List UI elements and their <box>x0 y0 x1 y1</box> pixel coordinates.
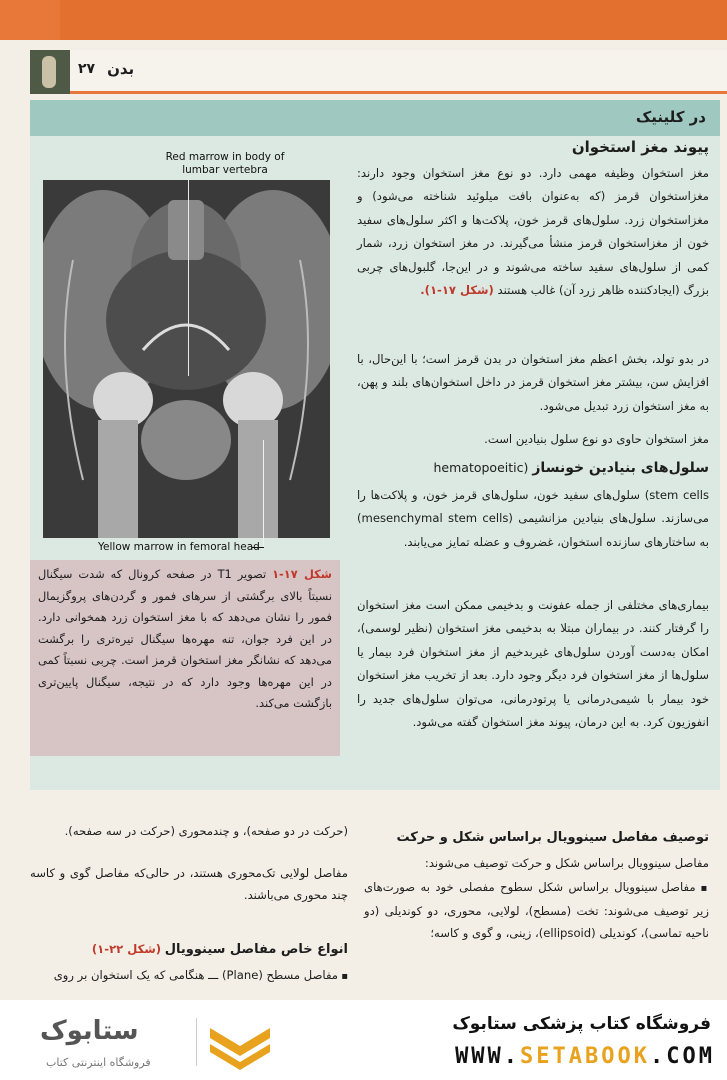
url-prefix: WWW. <box>455 1044 521 1069</box>
footer-banner <box>0 1000 727 1080</box>
page-title: بدن <box>107 60 135 78</box>
figure-caption <box>30 560 340 756</box>
clinic-paragraph-5: بیماری‌های مختلفی از جمله عفونت و بدخیمی ممکن است مغز استخوان را گرفتار کنند. در بیماران مبتلا به بدخیمی مغز استخوان (نظیر لوسمی)، امکان به‌دست آوردن سلول‌های غیربدخیم از مغز استخوان فرد بیمار یا سلول‌ها از مغز استخوان فرد دیگر وجود دارد. بعد از تخریب مغز استخوان خود بیمار با شیمی‌درمانی یا پرتودرمانی، می‌توان سلول‌های جدید را انفوزیون کرد. به این درمان، پیوند مغز استخوان گفته می‌شود. <box>357 598 709 730</box>
footer-logo-text: ستابوک <box>40 1016 139 1046</box>
left-heading <box>30 938 348 961</box>
clinic-paragraph-1 <box>357 162 709 302</box>
stem-cell-heading <box>357 456 709 480</box>
right-bullet-1: ▪ مفاصل سینوویال براساس شکل سطوح مفصلی خود به صورت‌های زیر توصیف می‌شوند: تخت (مسطح)، لولایی، محوری، دو کوندیلی (دو ناحیه تماسی)، کوندیلی (ellipsoid)، زینی، و گوی و کاسه؛ <box>364 876 709 944</box>
figure-label-red-marrow: Red marrow in body of lumbar vertebra <box>165 151 285 176</box>
section-title: پیوند مغز استخوان <box>571 138 709 156</box>
clinic-paragraph-4: stem cells) سلول‌های سفید خون، سلول‌های قرمز خون، و پلاکت‌ها را می‌سازند. سلول‌های بنیادین مزانشیمی (mesenchymal stem cells) به ساختارهای سازنده استخوان، غضروف و عضله تمایز می‌یابند. <box>357 488 709 549</box>
page-number: ۲۷ <box>78 61 96 77</box>
url-brand: SETABOOK <box>520 1044 651 1069</box>
footer-logo[interactable] <box>40 1016 200 1052</box>
right-paragraph-1: مفاصل سینوویال براساس شکل و حرکت توصیف می‌شوند: <box>424 856 709 870</box>
right-heading <box>364 826 709 849</box>
caption-text: تصویر T1 در صفحه کرونال که شدت سیگنال نسبتاً بالای برگشتی از سرهای فمور و گردن‌های پروگزیمال فمور را نشان می‌دهد که با مغز استخوان زرد همخوانی دارد. در این فرد جوان، تنه مهره‌ها سیگنال تیره‌تری را برگشت می‌دهد که نشانگر مغز استخوان قرمز است. چربی نسبتاً کمی در این مهره‌ها وجود دارد که در نتیجه، سیگنال پایین‌تری بازگشت می‌کند. <box>38 567 332 710</box>
url-suffix: .COM <box>650 1044 715 1069</box>
page-header-row <box>78 60 134 78</box>
clinic-label: در کلینیک <box>635 108 706 126</box>
clinic-header <box>30 100 720 136</box>
left-paragraph-1: (حرکت در دو صفحه)، و چندمحوری (حرکت در سه صفحه). <box>64 824 348 838</box>
left-paragraph-2: مفاصل لولایی تک‌محوری هستند، در حالی‌که مفاصل گوی و کاسه چند محوری می‌باشند. <box>30 866 348 902</box>
stem-cell-title: سلول‌های بنیادین خونساز <box>532 460 709 476</box>
mri-image <box>43 180 330 538</box>
top-border-shade <box>60 0 727 40</box>
clinic-paragraph-3: مغز استخوان حاوی دو نوع سلول بنیادین است. <box>484 432 709 446</box>
stem-cell-latin: (hematopoeitic <box>433 460 529 475</box>
figure-label-yellow-marrow: Yellow marrow in femoral head <box>98 541 260 553</box>
chevron-logo-icon <box>205 1018 275 1070</box>
footer-store-name: فروشگاه کتاب پزشکی ستابوک <box>452 1014 711 1034</box>
footer-url[interactable] <box>455 1044 715 1069</box>
left-heading-ref: (شکل ۲۲-۱) <box>91 942 162 956</box>
right-heading-text: توصیف مفاصل سینوویال براساس شکل و حرکت <box>396 830 709 845</box>
footer-logo-subtitle: فروشگاه اینترنتی کتاب <box>46 1056 151 1069</box>
page-header <box>30 50 727 94</box>
pointer-line-bottom <box>263 440 264 548</box>
left-heading-text: انواع خاص مفاصل سینوویال <box>164 942 348 957</box>
mri-figure <box>43 180 330 538</box>
clinic-paragraph-2: در بدو تولد، بخش اعظم مغز استخوان در بدن قرمز است؛ با این‌حال، با افزایش سن، بیشتر مغز استخوان قرمز در داخل استخوان‌های بلند و پهن، به مغز استخوان زرد تبدیل می‌شود. <box>357 352 709 413</box>
pointer-line-top <box>188 176 189 376</box>
caption-figure-number: شکل ۱۷-۱ <box>272 567 332 581</box>
clinic-paragraph-1-text: مغز استخوان وظیفه مهمی دارد. دو نوع مغز استخوان وجود دارند: مغزاستخوان قرمز (که به‌عنوان بافت میلوئید شناخته می‌شود) و مغزاستخوان زرد. سلول‌های قرمز خون، پلاکت‌ها و اکثر سلول‌های سفید خون از مغزاستخوان قرمز منشأ می‌گیرند. در مغز استخوان زرد، شمار کمی از سلول‌های سفید ساخته می‌شوند و در این‌جا، گلبول‌های چربی بزرگ (ایجادکننده ظاهر زرد آن) غالب هستند <box>357 166 709 298</box>
figure-reference: (شکل ۱۷-۱). <box>420 283 494 298</box>
header-thumbnail-image <box>30 50 70 94</box>
left-bullet-plane: ▪ مفاصل مسطح (Plane) ـــ هنگامی که یک استخوان بر روی <box>30 964 348 988</box>
